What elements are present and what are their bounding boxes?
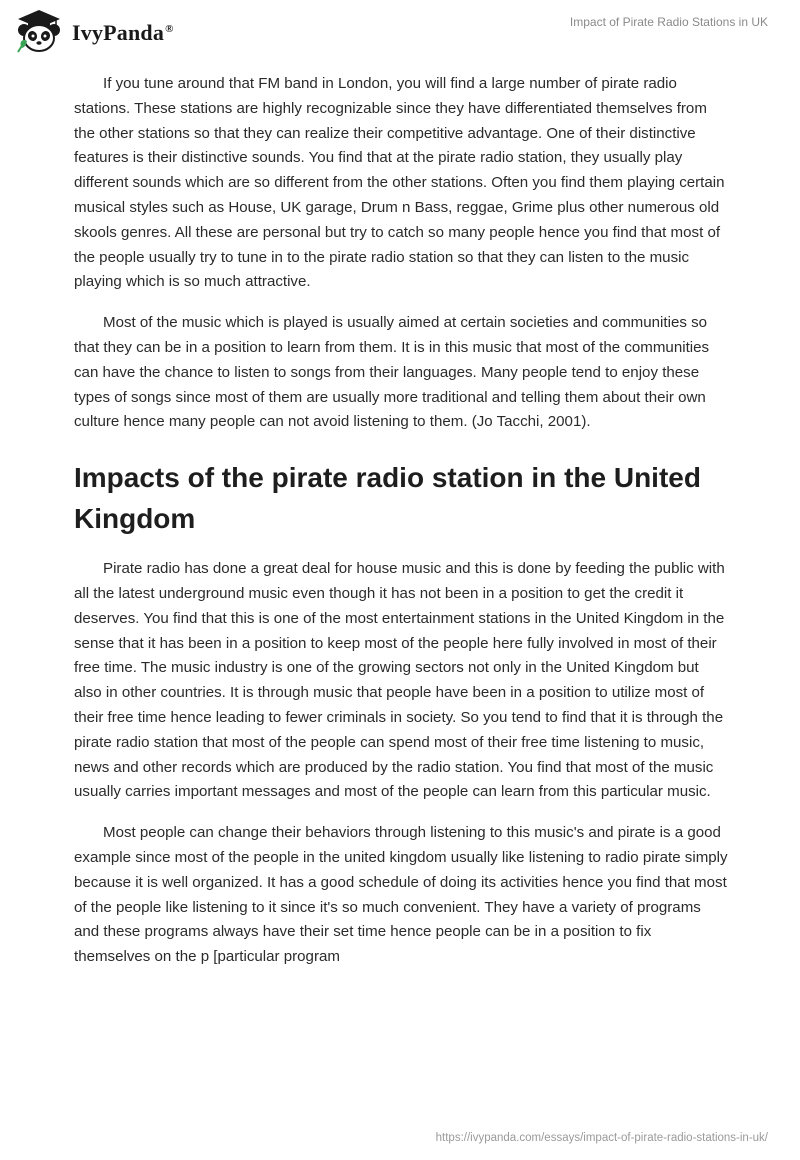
paragraph: Pirate radio has done a great deal for house music and this is done by feeding the public with all the latest underground music even though it has not been in a position to get the credit it deserves. You find that this is one of the most entertainment stations in the United Kingdom in the sense that it has been in a position to keep most of the people here fully involved in most of their free time. The music industry is one of the growing sectors not only in the United Kingdom but also in other countries. It is through music that people have been in a position to utilize most of their free time hence leading to fewer criminals in society. So you tend to find that it is through the pirate radio station that most of the people can spend most of their free time listening to music, news and other records which are produced by the radio station. You find that most of the music usually carries important messages and most of the people can learn from this particular music. bbox=[74, 560, 725, 801]
source-url[interactable]: https://ivypanda.com/essays/impact-of-pirate-radio-stations-in-uk/ bbox=[435, 1132, 768, 1144]
paragraph: Most of the music which is played is usually aimed at certain societies and communities so that they can be in a position to learn from them. It is in this music that most of the communities can have the chance to listen to songs from their languages. Many people tend to enjoy these types of songs since most of them are usually more traditional and telling them about their own culture hence many people can not avoid listening to them. (Jo Tacchi, 2001). bbox=[74, 314, 710, 431]
document-title: Impact of Pirate Radio Stations in UK bbox=[569, 15, 768, 29]
paragraph: If you tune around that FM band in London, you will find a large number of pirate radio stations. These stations are highly recognizable since they have differentiated themselves from the other stations so that they can realize their competitive advantage. One of their distinctive features is their distinctive sounds. You find that at the pirate radio station, they usually play different sounds which are so different from the other stations. Often you find them playing certain musical styles such as House, UK garage, Drum n Bass, reggae, Grime plus other numerous old skools genres. All these are personal but try to catch so many people hence you find that most of the people usually try to tune in to the pirate radio station so that they can listen to the music playing which is so much attractive. bbox=[74, 75, 725, 291]
panda-graduate-logo-icon bbox=[14, 8, 64, 56]
essay-body bbox=[74, 72, 728, 986]
paragraph: Most people can change their behaviors through listening to this music's and pirate is a good example since most of the people in the united kingdom usually like listening to radio pirate simply because it is well organized. It has a good schedule of doing its activities hence you find that most of the people like listening to it since it's so much convenient. They have a variety of programs and these programs always have their set time hence people can be in a position to fix themselves on the p [particular program bbox=[74, 824, 728, 966]
ivypanda-logo[interactable] bbox=[14, 8, 174, 56]
section-heading: Impacts of the pirate radio station in the United Kingdom bbox=[74, 462, 701, 535]
page-header bbox=[0, 0, 800, 64]
brand-name: IvyPanda® bbox=[72, 20, 174, 45]
registered-mark: ® bbox=[165, 22, 174, 35]
